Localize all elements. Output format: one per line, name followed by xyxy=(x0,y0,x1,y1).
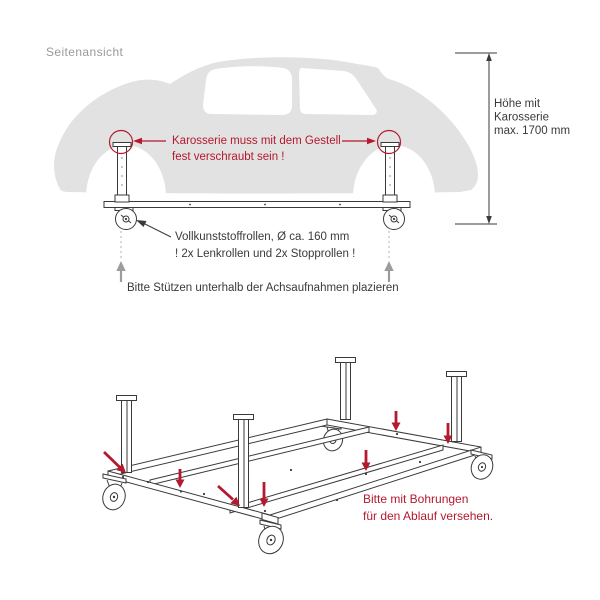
height-note-line1: Höhe mit xyxy=(494,98,541,110)
drain-note-line2: für den Ablauf versehen. xyxy=(363,509,494,523)
side-view-title: Seitenansicht xyxy=(46,45,124,59)
dim-arrow-down-icon xyxy=(486,216,492,224)
post-rear-right xyxy=(447,372,467,442)
height-note-line2: Karosserie xyxy=(494,111,549,124)
post-front-left xyxy=(117,396,137,473)
front-left-caster xyxy=(99,474,129,513)
height-note-line3: max. 1700 mm xyxy=(494,125,571,137)
beam-hole xyxy=(264,204,266,206)
post-rear-left xyxy=(336,358,356,420)
support-note: Bitte Stützen unterhalb der Achsaufnahmen plazieren xyxy=(127,282,399,294)
bolt-note-line2: fest verschraubt sein ! xyxy=(172,151,285,163)
left-caster xyxy=(115,208,137,230)
side-view xyxy=(46,45,570,294)
front-bottom-caster xyxy=(254,513,287,558)
beam-hole xyxy=(339,204,341,206)
right-caster xyxy=(383,208,405,230)
height-dimension xyxy=(455,53,570,224)
drain-note-line1: Bitte mit Bohrungen xyxy=(363,492,469,506)
drain-callout xyxy=(363,492,493,523)
beam-hole xyxy=(189,204,191,206)
windshield-window-cutout xyxy=(203,66,292,115)
caster-note-line2: ! 2x Lenkrollen und 2x Stopprollen ! xyxy=(175,248,356,260)
caster-note-line1: Vollkunststoffrollen, Ø ca. 160 mm xyxy=(175,231,350,243)
arrow-down-5 xyxy=(392,411,401,431)
bolt-note-line1: Karosserie muss mit dem Gestell xyxy=(172,135,341,147)
caster-callout xyxy=(136,220,355,260)
dim-arrow-up-icon xyxy=(486,53,492,61)
main-beam xyxy=(104,202,410,208)
left-up-arrow-icon xyxy=(116,261,125,271)
right-up-arrow-icon xyxy=(384,261,393,271)
iso-view xyxy=(99,358,496,558)
